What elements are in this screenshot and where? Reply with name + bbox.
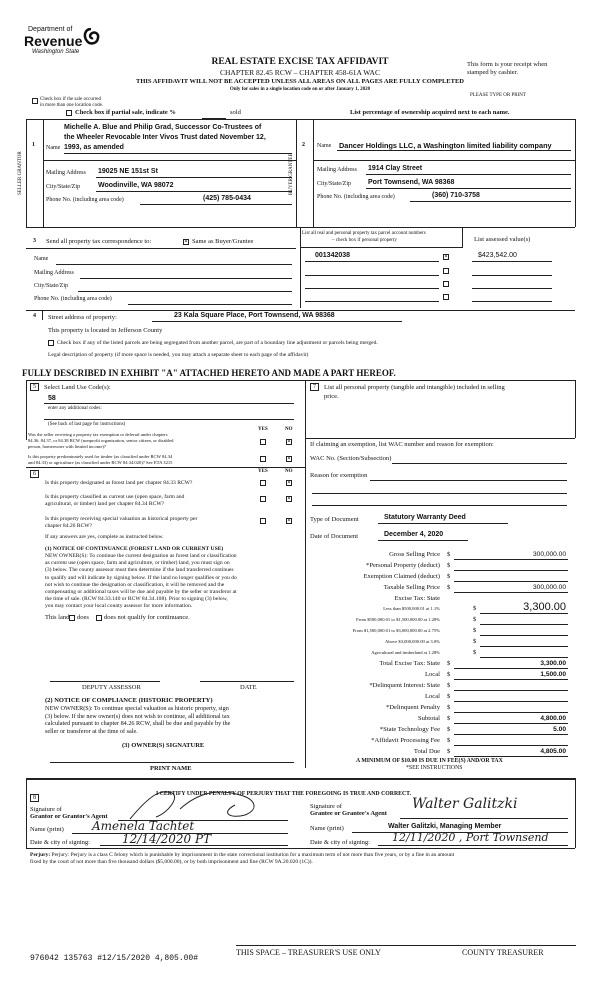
print-note: PLEASE TYPE OR PRINT [470, 93, 526, 98]
section-3-number: 3 [33, 238, 36, 244]
tax-row-label: From $1,500,000.01 to $3,000,000.00 at 2.75% [352, 628, 440, 633]
tax-row-value[interactable]: 1,500.00 [540, 671, 566, 678]
parcel-1-personal-checkbox[interactable] [443, 254, 449, 260]
form-warning: THIS AFFIDAVIT WILL NOT BE ACCEPTED UNLESS ALL AREAS ON ALL PAGES ARE FULLY COMPLETED [136, 78, 464, 85]
multi-location-checkbox[interactable] [32, 98, 38, 104]
currency-sign: $ [473, 616, 477, 623]
currency-sign: $ [447, 693, 451, 700]
tax-row-label: Less than $500,000.01 at 1.1% [383, 606, 440, 611]
land-does-checkbox[interactable] [69, 615, 75, 621]
tax-row-value[interactable]: 4,800.00 [540, 715, 566, 722]
s6-q1-no-checkbox[interactable] [286, 480, 292, 486]
tax-row-value[interactable]: 3,300.00 [540, 660, 566, 667]
notice-2-line: seller or transferor at the time of sale. [45, 727, 138, 735]
owner-signature-label: (3) OWNER(S) SIGNATURE [122, 742, 205, 749]
buyer-phone-value[interactable]: (360) 710-3758 [432, 192, 480, 199]
s5-q1-line-2: 84.36, 84.37, or 84.38 RCW (nonprofit organization, senior citizen, or disabled [28, 438, 174, 443]
seller-name-line-3[interactable]: 1993, as amended [64, 144, 124, 151]
s5-yes-header: YES [258, 427, 268, 432]
see-instructions-note: *SEE INSTRUCTIONS [406, 765, 463, 771]
ownership-note: List percentage of ownership acquired next to each name. [350, 109, 510, 116]
doc-date-value[interactable]: December 4, 2020 [384, 531, 444, 538]
perjury-line-2: fixed by the court of not more than five thousand dollars ($5,000.00), or by both imprisonment and fine (RCW 9A.20.020 (1C)). [30, 859, 313, 865]
tax-row-value[interactable]: 300,000.00 [532, 584, 566, 591]
parcel-header-2: – check box if personal property [332, 238, 397, 243]
tax-row-label: Above $3,000,000.00 at 3.0% [385, 639, 440, 644]
notice-1-line: NEW OWNER(S): To continue the current designation as forest land or classification [45, 553, 237, 559]
s5-no-header: NO [285, 427, 293, 432]
currency-sign: $ [473, 638, 477, 645]
s6-q3-no-checkbox[interactable] [286, 518, 292, 524]
grantor-sig-label-1: Signature of [30, 806, 62, 813]
s6-q2-line-2: agricultural, or timber) land per chapter 84.34 RCW? [45, 501, 165, 507]
notice-2-line: NEW OWNER(S): To continue special valuation as historic property, sign [45, 705, 229, 712]
partial-sale-label: Check box if partial sale, indicate % [75, 109, 176, 116]
answer-note: If any answers are yes, complete as instructed below. [45, 534, 164, 540]
legal-note: Legal description of property (if more space is needed, you may attach a separate sheet to each page of the affidavit) [48, 352, 309, 358]
print-name-label: PRINT NAME [150, 765, 192, 772]
parcel-1-number[interactable]: 001342038 [315, 252, 351, 259]
multi-location-label-1: Check box if the sale occurred [40, 97, 101, 102]
section-7-number: 7 [310, 383, 319, 391]
buyer-mailing-label: Mailing Address [317, 167, 357, 173]
notice-1-line: you may contact your local county assessor for more information. [45, 603, 193, 610]
grantor-date-label: Date & city of signing: [30, 839, 90, 846]
tax-row-value[interactable]: 4,805.00 [540, 748, 566, 755]
section-7-label-2: price. [324, 393, 339, 400]
s6-q1: Is this property designated as forest land per chapter 84.33 RCW? [45, 480, 193, 486]
perjury-text-1: Perjury: Perjury is a class C felony which is punishable by imprisonment in the state correctional institution for a maximum term of not more than five years, or by a fine in an amount [51, 852, 455, 858]
notice-2-line: (3) below. If the new owner(s) does not wish to continue, all additional tax [45, 712, 230, 720]
section-5-number: 5 [30, 383, 39, 391]
buyer-city-label: City/State/Zip [317, 181, 351, 187]
land-use-label: Select Land Use Code(s): [44, 384, 111, 391]
dor-logo [18, 24, 98, 60]
currency-sign: $ [447, 584, 451, 591]
county-line: This property is located in Jefferson County [48, 327, 163, 334]
tax-row-label: Total Excise Tax: State [379, 660, 440, 667]
buyer-mailing-value[interactable]: 1914 Clay Street [368, 165, 423, 172]
logo-swirl-icon [82, 28, 100, 48]
s5-q1-yes-checkbox[interactable] [260, 439, 266, 445]
s6-q3-yes-checkbox[interactable] [260, 518, 266, 524]
currency-sign: $ [447, 660, 451, 667]
doc-date-label: Date of Document [310, 533, 359, 540]
segregated-label: Check box if any of the listed parcels are being segregated from another parcel, are part of a boundary line adjustment or parcels being merged. [57, 340, 378, 346]
multi-location-label-2: in more than one location code. [40, 103, 104, 108]
s6-q2-yes-checkbox[interactable] [260, 496, 266, 502]
s5-q2-line-2: and 84.33) or agriculture (as classified under RCW 84.34.020)? See ETA 3215 [28, 460, 173, 465]
same-as-buyer-checkbox[interactable] [183, 239, 189, 245]
parcel-2-personal-checkbox[interactable] [443, 268, 449, 274]
notice-1-line: compensating or additional taxes will be due and payable by the seller or transferor at [45, 589, 237, 595]
section-1-number: 1 [32, 142, 35, 148]
parcel-3-personal-checkbox[interactable] [443, 281, 449, 287]
buyer-side-label: BUYER GRANTEE [289, 153, 294, 195]
land-does-label: does [77, 614, 89, 621]
tax-row-label: Excise Tax: State [394, 595, 440, 602]
treasurer-use-label: THIS SPACE – TREASURER'S USE ONLY [236, 948, 381, 957]
certify-statement: I CERTIFY UNDER PENALTY OF PERJURY THAT THE FOREGOING IS TRUE AND CORRECT. [156, 791, 412, 797]
s6-no-header: NO [285, 469, 293, 474]
correspondence-label: Send all property tax correspondence to: [46, 238, 152, 245]
grantee-name-value[interactable]: Walter Galitzki, Managing Member [388, 823, 502, 830]
tax-row-label: *Delinquent Interest: State [369, 682, 440, 689]
s5-q1-line-1: Was the seller receiving a property tax exemption or deferral under chapters [28, 432, 168, 437]
notice-2-line: calculated pursuant to chapter 84.26 RCW, shall be due and payable by the [45, 720, 231, 728]
section-4-number: 4 [33, 313, 36, 319]
notice-1-title: (1) NOTICE OF CONTINUANCE (FOREST LAND OR CURRENT USE) [45, 546, 224, 552]
see-back-note: (See back of last page for instructions) [48, 422, 126, 427]
section-7-label-1: List all personal property (tangible and intangible) included in selling [324, 384, 505, 391]
grantee-date-value[interactable]: 12/11/2020 , Port Townsend [392, 831, 549, 844]
s5-q1-no-checkbox[interactable] [286, 439, 292, 445]
section-2-number: 2 [302, 142, 305, 148]
seller-name-label: Name [46, 145, 61, 151]
s6-q2-no-checkbox[interactable] [286, 496, 292, 502]
minimum-fee-note: A MINIMUM OF $10.00 IS DUE IN FEE(S) AND/OR TAX [356, 758, 503, 764]
s5-q1-line-3: person, homeowner with limited income)? [28, 444, 106, 449]
seller-name-line-1[interactable]: Michelle A. Blue and Philip Grad, Successor Co-Trustees of [64, 124, 262, 131]
currency-sign: $ [447, 562, 451, 569]
receipt-note-1: This form is your receipt when [467, 61, 548, 68]
currency-sign: $ [473, 605, 477, 612]
exhibit-line: FULLY DESCRIBED IN EXHIBIT "A" ATTACHED HERETO AND MADE A PART HEREOF. [22, 368, 396, 378]
section-8-number: 8 [30, 794, 39, 802]
currency-sign: $ [447, 573, 451, 580]
grantee-signature[interactable]: Walter Galitzki [412, 796, 518, 812]
seller-mailing-label: Mailing Address [46, 170, 86, 176]
grantor-sig-label-2: Grantor or Grantor's Agent [30, 813, 108, 820]
grantee-name-label: Name (print) [310, 825, 344, 832]
buyer-name-value[interactable]: Dancer Holdings LLC, a Washington limited liability company [339, 141, 552, 150]
s5-q2-yes-checkbox[interactable] [260, 456, 266, 462]
tax-row-label: *Affidavit Processing Fee [371, 737, 440, 744]
buyer-name-label: Name [317, 143, 332, 149]
currency-sign: $ [447, 551, 451, 558]
currency-sign: $ [447, 748, 451, 755]
tax-row-label: Exemption Claimed (deduct) [363, 573, 440, 580]
perjury-line-1: Perjury: Perjury: Perjury is a class C felony which is punishable by imprisonment in the state correctional institution for a maximum term of not more than five years, or by a fine in an amount [30, 852, 455, 858]
currency-sign: $ [447, 726, 451, 733]
deputy-date-label: DATE [240, 684, 257, 691]
form-subtitle: CHAPTER 82.45 RCW – CHAPTER 458-61A WAC [220, 68, 380, 77]
doc-type-label: Type of Document [310, 516, 359, 523]
tax-row-label: *State Technology Fee [379, 726, 440, 733]
tax-row-value[interactable]: 300,000.00 [532, 551, 566, 558]
s5-q2-no-checkbox[interactable] [286, 456, 292, 462]
parcel-1-assessed-value[interactable]: $423,542.00 [478, 252, 517, 259]
tax-row-label: Taxable Selling Price [383, 584, 440, 591]
currency-sign: $ [447, 715, 451, 722]
notice-1-line: (3) below. The county assessor must then determine if the land transferred continues [45, 567, 234, 574]
seller-side-label: SELLER GRANTOR [18, 151, 23, 195]
corr-name-label: Name [34, 256, 49, 262]
section-6-number: 6 [30, 470, 39, 478]
this-land-label: This land [45, 614, 70, 621]
form-title: REAL ESTATE EXCISE TAX AFFIDAVIT [211, 57, 389, 67]
grantee-sig-label-2: Grantee or Grantee's Agent [310, 810, 387, 817]
tax-row-label: Subtotal [418, 715, 440, 722]
notice-1-line: to qualify and will indicate by signing below. If the land no longer qualifies or you do [45, 574, 237, 581]
grantor-name-label: Name (print) [30, 826, 64, 833]
tax-row-label: Gross Selling Price [389, 551, 440, 558]
grantor-name-value[interactable]: Amenela Tachtet [92, 819, 195, 833]
land-does-not-checkbox[interactable] [96, 615, 102, 621]
tax-row-value[interactable]: 3,300.00 [523, 601, 566, 613]
county-treasurer-label: COUNTY TREASURER [462, 948, 544, 957]
currency-sign: $ [447, 682, 451, 689]
grantee-date-label: Date & city of signing: [310, 839, 370, 846]
corr-mailing-label: Mailing Address [34, 270, 74, 276]
corr-city-label: City/State/Zip [34, 283, 68, 289]
valid-note: Only for sales in a single location code on or after January 1, 2020 [229, 87, 371, 92]
logo-line-department: Department of [28, 26, 73, 33]
street-value[interactable]: 23 Kala Square Place, Port Townsend, WA 98368 [174, 312, 335, 319]
deputy-assessor-label: DEPUTY ASSESSOR [82, 684, 141, 691]
tax-row-value[interactable]: 5.00 [553, 726, 566, 733]
tax-row-label: From $500,000.01 to $1,500,000.00 at 1.28% [356, 617, 440, 622]
currency-sign: $ [447, 671, 451, 678]
notice-2-title: (2) NOTICE OF COMPLIANCE (HISTORIC PROPERTY) [45, 697, 213, 704]
sold-label: sold [230, 109, 241, 116]
seller-phone-value[interactable]: (425) 785-0434 [203, 195, 251, 202]
wac-label: WAC No. (Section/Subsection) [310, 455, 392, 462]
buyer-city-value[interactable]: Port Townsend, WA 98368 [368, 179, 455, 186]
s6-q3-line-1: Is this property receiving special valuation as historical property per [45, 516, 198, 522]
notice-1-line: not wish to continue the designation or classification, it will be removed and the [45, 581, 225, 588]
s6-q3-line-2: chapter 84.26 RCW? [45, 523, 93, 529]
seller-city-value[interactable]: Woodinville, WA 98072 [98, 182, 174, 189]
partial-sale-checkbox[interactable] [66, 110, 72, 116]
receipt-note-2: stamped by cashier. [467, 69, 519, 76]
s6-q2-line-1: Is this property classified as current use (open space, farm and [45, 494, 185, 500]
s5-q2-line-1: Is this property predominately used for timber (as classified under RCW 84.34 [28, 454, 173, 459]
parcel-header-1: List all real and personal property tax parcel account numbers [302, 231, 426, 236]
currency-sign: $ [447, 704, 451, 711]
seller-name-line-2[interactable]: the Wheeler Revocable Inter Vivos Trust dated November 12, [64, 134, 266, 141]
logo-line-revenue: Revenue [24, 33, 83, 49]
tax-row-label: Local [424, 671, 440, 678]
tax-row-label: Agricultural and timberland at 1.28% [371, 650, 440, 655]
grantee-sig-label-1: Signature of [310, 803, 342, 810]
street-label: Street address of property: [48, 314, 117, 321]
same-as-buyer-label: Same as Buyer/Grantee [192, 238, 254, 245]
additional-codes-label: enter any additional codes: [48, 406, 102, 411]
currency-sign: $ [473, 649, 477, 656]
tax-row-label: Total Due [413, 748, 440, 755]
doc-type-value[interactable]: Statutory Warranty Deed [384, 514, 466, 521]
seller-mailing-value[interactable]: 19025 NE 151st St [98, 168, 158, 175]
buyer-phone-label: Phone No. (including area code) [317, 194, 395, 200]
currency-sign: $ [473, 627, 477, 634]
seller-phone-label: Phone No. (including area code) [46, 197, 124, 203]
exemption-reason-label: Reason for exemption [310, 472, 368, 479]
assessed-value-header: List assessed value(s) [474, 236, 531, 243]
notice-1-line: as current use (open space, farm and agriculture, or timber) land, you must sign on [45, 560, 230, 567]
parcel-4-personal-checkbox[interactable] [443, 294, 449, 300]
tax-row-label: *Delinquent Penalty [385, 704, 440, 711]
tax-row-label: *Personal Property (deduct) [366, 562, 440, 569]
land-use-value[interactable]: 58 [48, 395, 56, 402]
grantor-date-value[interactable]: 12/14/2020 PT [122, 832, 212, 846]
cashier-stamp: 976042 135763 #12/15/2020 4,805.00# [30, 954, 199, 963]
s6-q1-yes-checkbox[interactable] [260, 480, 266, 486]
logo-line-state: Washington State [32, 49, 80, 55]
exemption-claim-label: If claiming an exemption, list WAC number and reason for exemption: [310, 441, 494, 448]
notice-1-line: the time of sale. (RCW 84.33.140 or RCW 84.34.108). Prior to signing (3) below, [45, 596, 228, 603]
land-does-not-label: does not qualify for continuance. [104, 614, 190, 621]
currency-sign: $ [447, 737, 451, 744]
segregated-checkbox[interactable] [48, 340, 54, 346]
tax-row-label: Local [424, 693, 440, 700]
corr-phone-label: Phone No. (including area code) [34, 296, 112, 302]
seller-city-label: City/State/Zip [46, 184, 80, 190]
s6-yes-header: YES [258, 469, 268, 474]
